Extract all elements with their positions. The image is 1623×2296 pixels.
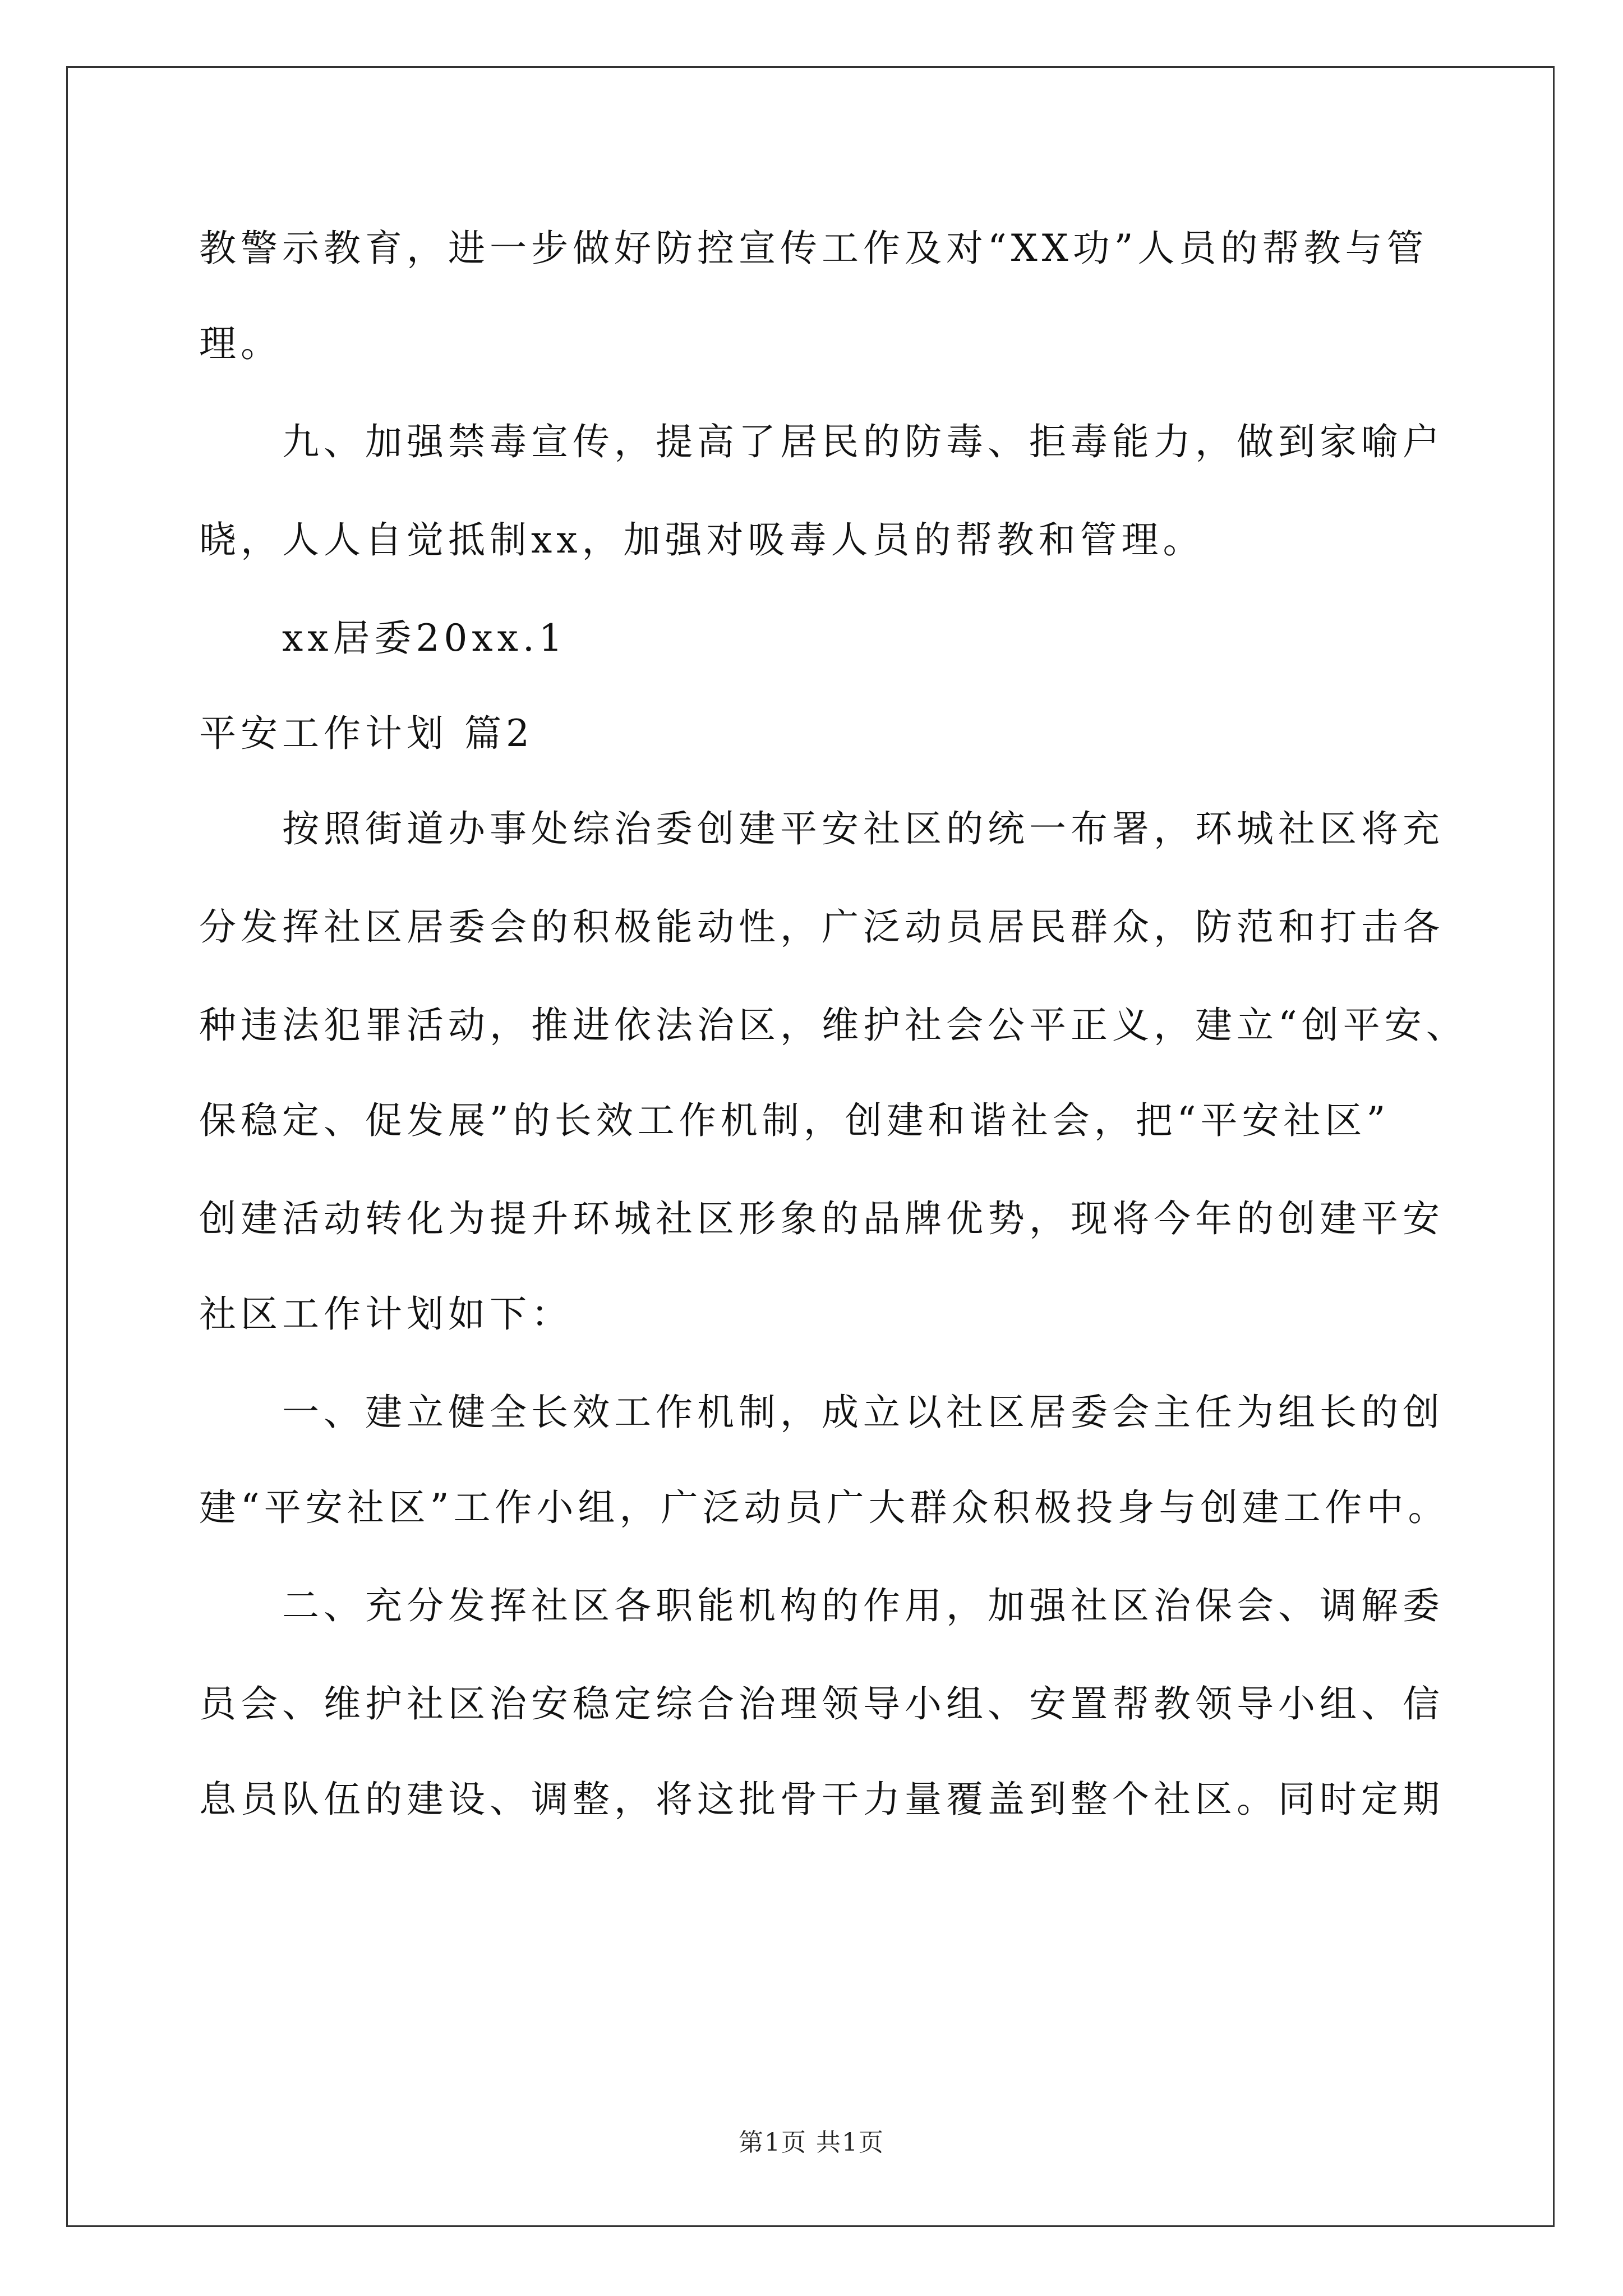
text-line-5: xx居委20xx.1: [282, 616, 567, 660]
text-line-16: 员会、维护社区治安稳定综合治理领导小组、安置帮教领导小组、信: [199, 1682, 1444, 1726]
text-line-1: 教警示教育，进一步做好防控宣传工作及对“XX功”人员的帮教与管: [199, 227, 1428, 270]
text-line-9: 种违法犯罪活动，推进依法治区，维护社会公平正义，建立“创平安、: [199, 1004, 1468, 1047]
text-line-8: 分发挥社区居委会的积极能动性，广泛动员居民群众，防范和打击各: [199, 905, 1444, 949]
text-line-17: 息员队伍的建设、调整，将这批骨干力量覆盖到整个社区。同时定期: [199, 1778, 1444, 1821]
page-border: [66, 66, 1555, 2227]
text-line-14: 建“平安社区”工作小组，广泛动员广大群众积极投身与创建工作中。: [199, 1486, 1450, 1529]
text-line-13: 一、建立健全长效工作机制，成立以社区居委会主任为组长的创: [282, 1391, 1444, 1434]
page-footer: 第1页 共1页: [739, 2128, 884, 2157]
text-line-15: 二、充分发挥社区各职能机构的作用，加强社区治保会、调解委: [282, 1584, 1444, 1627]
section-heading: 平安工作计划 篇2: [199, 712, 534, 755]
text-line-12: 社区工作计划如下：: [199, 1292, 573, 1336]
text-line-2: 理。: [199, 322, 282, 365]
text-line-4: 晓，人人自觉抵制xx，加强对吸毒人员的帮教和管理。: [199, 518, 1205, 562]
text-line-11: 创建活动转化为提升环城社区形象的品牌优势，现将今年的创建平安: [199, 1197, 1444, 1240]
text-line-3: 九、加强禁毒宣传，提高了居民的防毒、拒毒能力，做到家喻户: [282, 420, 1444, 463]
text-line-10: 保稳定、促发展”的长效工作机制，创建和谐社会，把“平安社区”: [199, 1099, 1390, 1142]
text-line-7: 按照街道办事处综治委创建平安社区的统一布署，环城社区将充: [282, 807, 1444, 850]
